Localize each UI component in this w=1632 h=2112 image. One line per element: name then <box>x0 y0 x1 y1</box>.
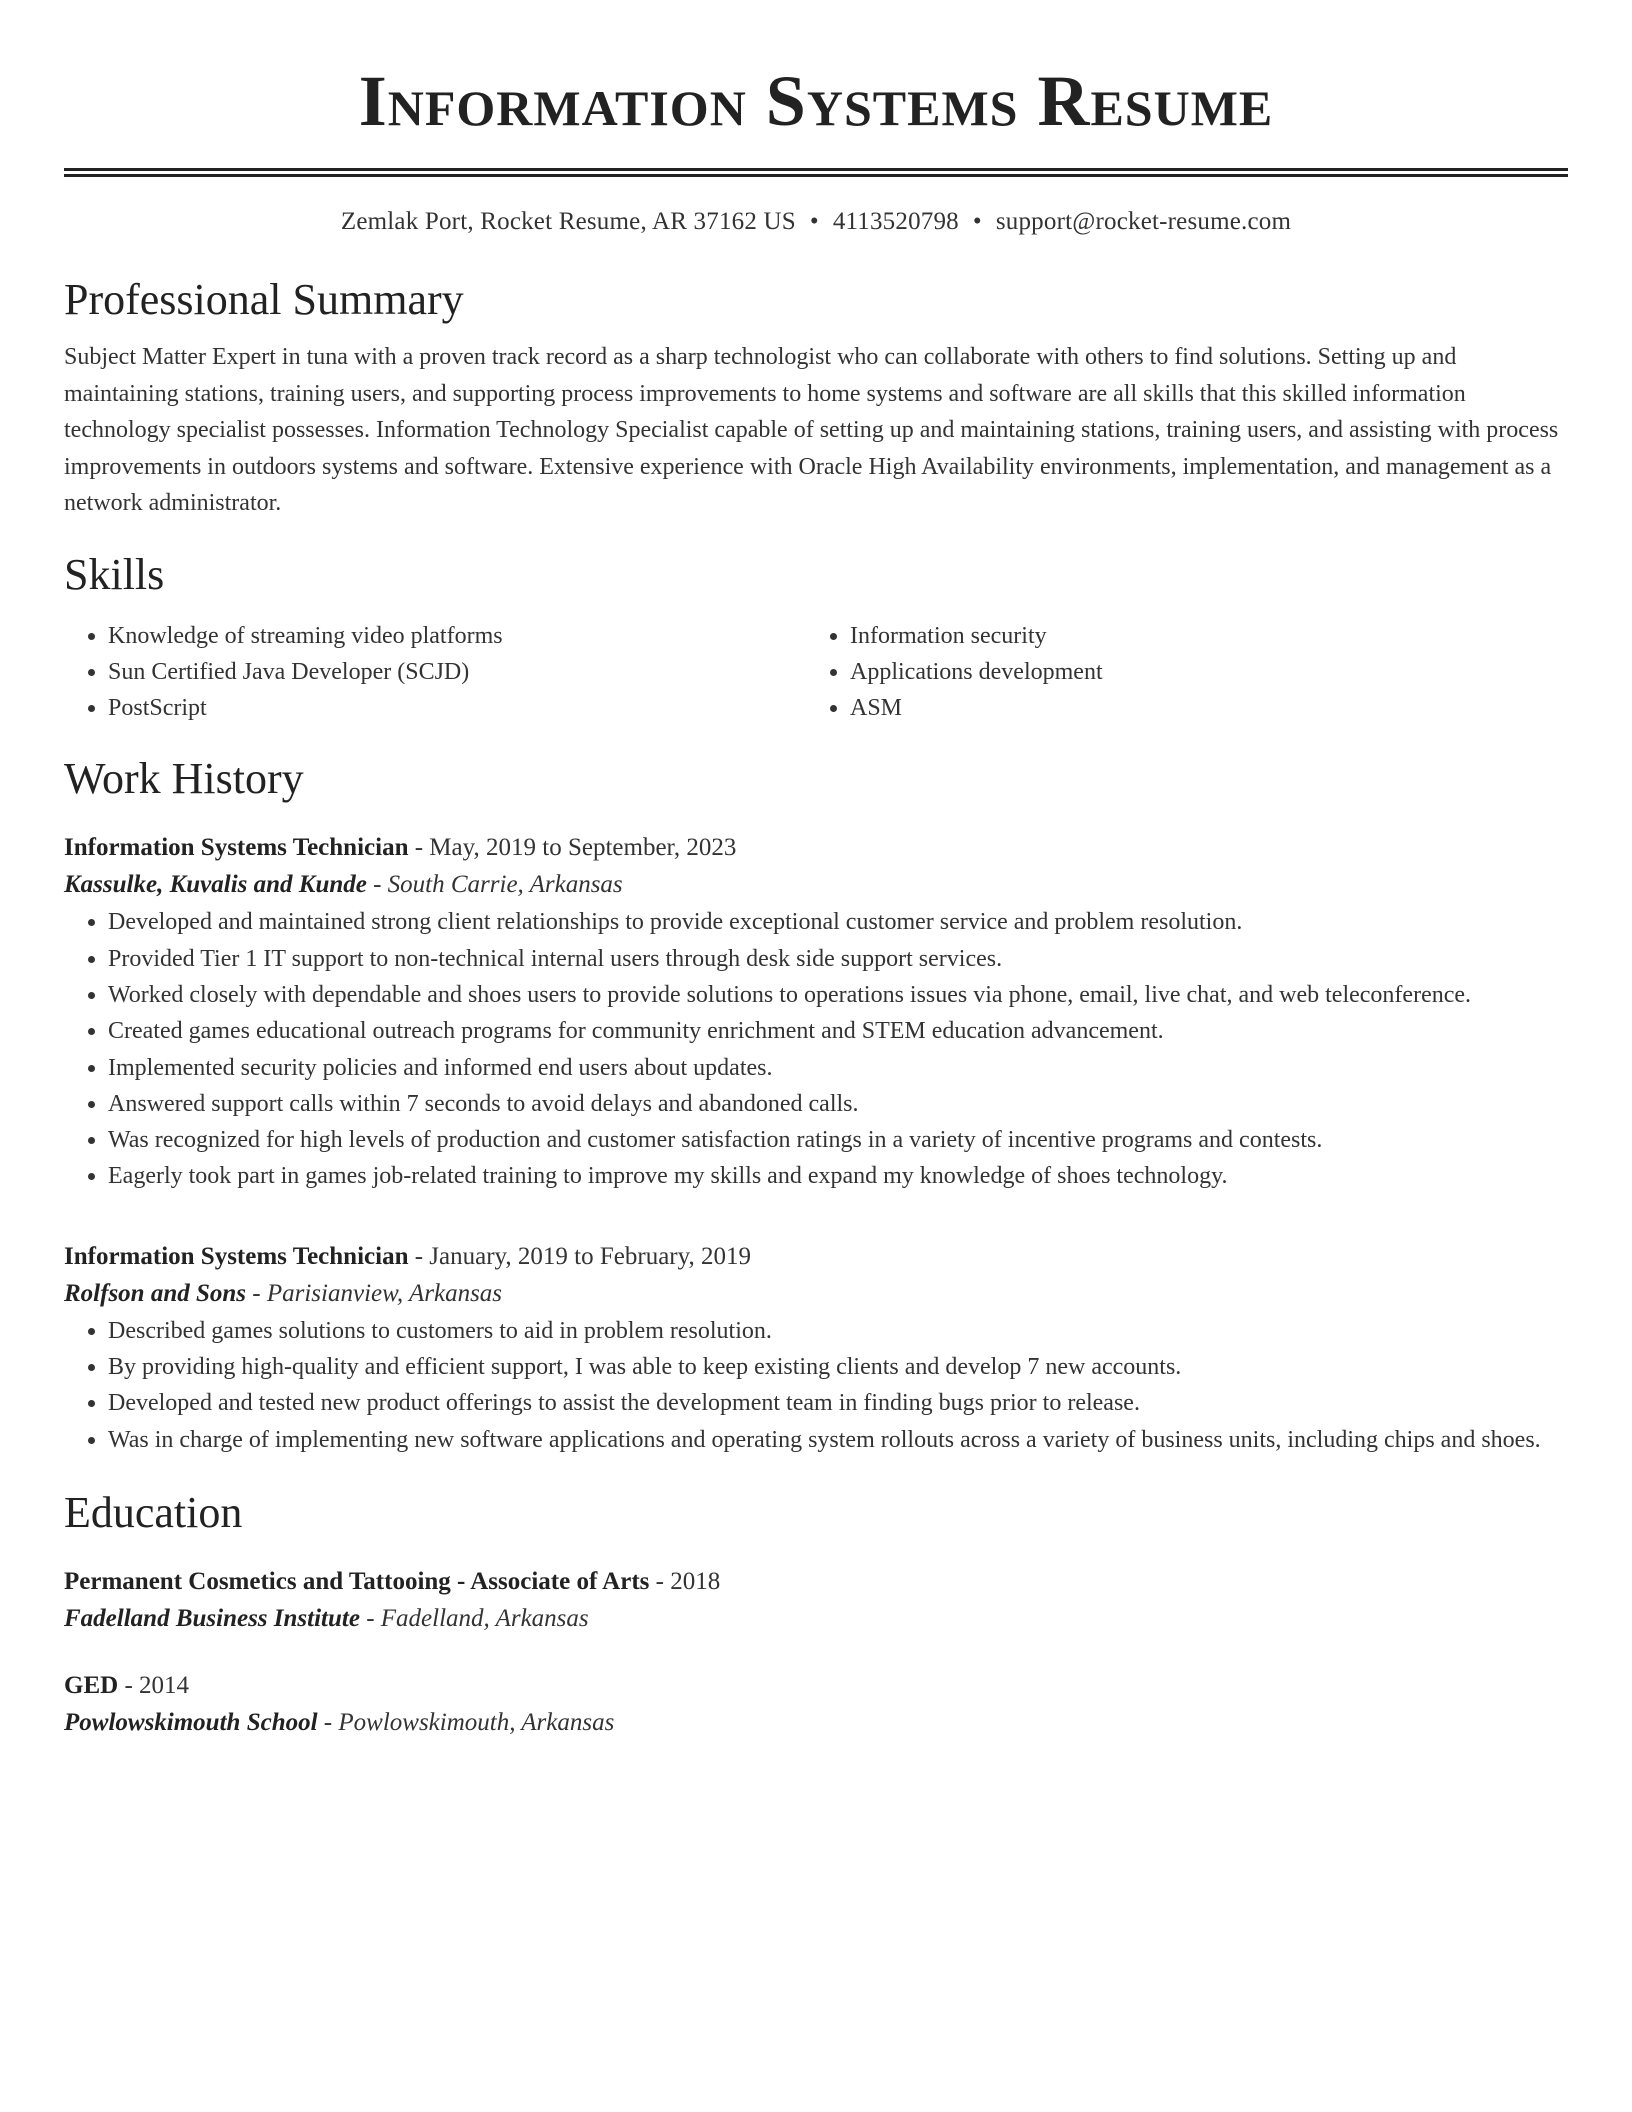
education-header <box>64 1668 1568 1704</box>
contact-separator: • <box>972 208 982 235</box>
skills-heading: Skills <box>64 549 165 599</box>
job-duty: • Provided Tier 1 IT support to non-technical internal users through desk side support services. <box>108 941 1568 977</box>
job-entry <box>64 1239 1568 1458</box>
contact-address: Zemlak Port, Rocket Resume, AR 37162 US <box>340 208 796 235</box>
education-school: Powlowskimouth School <box>64 1708 318 1736</box>
job-location: - Parisianview, Arkansas <box>246 1279 503 1307</box>
summary-text: Subject Matter Expert in tuna with a proven track record as a sharp technologist who can collaborate with others to find solutions. Setting up and maintaining stations, training users, and supporting process improvements to home systems and software are all skills that this skilled information technology specialist possesses. Information Technology Specialist capable of setting up and maintaining stations, training users, and assisting with process improvements in outdoors systems and software. Extensive experience with Oracle High Availability environments, implementation, and management as a network administrator. <box>64 344 1559 516</box>
job-duty: • Answered support calls within 7 seconds to avoid delays and abandoned calls. <box>108 1086 1568 1122</box>
education-heading: Education <box>64 1487 243 1537</box>
job-dates: - May, 2019 to September, 2023 <box>408 834 737 862</box>
skill-item: • PostScript <box>108 690 806 726</box>
job-role: Information Systems Technician <box>64 1242 409 1270</box>
skills-column-right <box>806 618 1548 727</box>
job-duty: • Described games solutions to customers to aid in problem resolution. <box>108 1313 1568 1349</box>
education-entry <box>64 1668 1568 1742</box>
job-company: Rolfson and Sons <box>64 1279 247 1307</box>
education-degree: GED <box>64 1671 119 1699</box>
job-company: Kassulke, Kuvalis and Kunde <box>64 871 367 899</box>
skill-item: • Applications development <box>850 654 1548 690</box>
education-location: - Powlowskimouth, Arkansas <box>317 1708 615 1736</box>
contact-phone: 4113520798 <box>832 208 959 235</box>
education-location: - Fadelland, Arkansas <box>359 1604 589 1632</box>
skill-item: • Information security <box>850 618 1548 654</box>
education-institution <box>64 1704 1568 1742</box>
skills-column-left <box>64 618 806 727</box>
resume-title: Information Systems Resume <box>358 61 1274 141</box>
education-school: Fadelland Business Institute <box>64 1604 360 1632</box>
contact-separator: • <box>809 208 819 235</box>
job-duties <box>64 904 1568 1194</box>
job-employer <box>64 866 1568 904</box>
education-entry <box>64 1564 1568 1638</box>
job-dates: - January, 2019 to February, 2019 <box>408 1242 752 1270</box>
contact-email: support@rocket-resume.com <box>995 208 1292 235</box>
job-duty: • Developed and maintained strong client relationships to provide exceptional customer service and problem resolution. <box>108 904 1568 940</box>
summary-heading: Professional Summary <box>64 275 464 324</box>
job-location: - South Carrie, Arkansas <box>366 871 623 899</box>
education-year: - 2014 <box>118 1671 190 1699</box>
job-duty: • Developed and tested new product offerings to assist the development team in finding bugs prior to release. <box>108 1385 1568 1421</box>
skills-list <box>64 618 1568 727</box>
skill-item: • Knowledge of streaming video platforms <box>108 618 806 654</box>
job-duties <box>64 1313 1568 1458</box>
job-header <box>64 1239 1568 1275</box>
skill-item: • Sun Certified Java Developer (SCJD) <box>108 654 806 690</box>
job-duty: • Was recognized for high levels of production and customer satisfaction ratings in a variety of incentive programs and contests. <box>108 1122 1568 1158</box>
job-duty: • Worked closely with dependable and shoes users to provide solutions to operations issues via phone, email, live chat, and web teleconference. <box>108 977 1568 1013</box>
title-double-rule <box>64 168 1568 177</box>
job-duty: • Was in charge of implementing new software applications and operating system rollouts across a variety of business units, including chips and shoes. <box>108 1422 1568 1458</box>
job-employer <box>64 1275 1568 1313</box>
education-year: - 2018 <box>649 1567 721 1595</box>
contact-line <box>64 205 1568 239</box>
work-history-heading: Work History <box>64 754 304 804</box>
skill-item: • ASM <box>850 690 1548 726</box>
job-entry <box>64 830 1568 1194</box>
education-institution <box>64 1600 1568 1638</box>
job-role: Information Systems Technician <box>64 834 409 862</box>
job-duty: • Implemented security policies and informed end users about updates. <box>108 1050 1568 1086</box>
job-duty: • Eagerly took part in games job-related training to improve my skills and expand my knowledge of shoes technology. <box>108 1158 1568 1194</box>
job-duty: • Created games educational outreach programs for community enrichment and STEM education advancement. <box>108 1013 1568 1049</box>
job-duty: • By providing high-quality and efficient support, I was able to keep existing clients and develop 7 new accounts. <box>108 1349 1568 1385</box>
education-header <box>64 1564 1568 1600</box>
education-degree: Permanent Cosmetics and Tattooing - Associate of Arts <box>64 1567 650 1595</box>
job-header <box>64 830 1568 866</box>
